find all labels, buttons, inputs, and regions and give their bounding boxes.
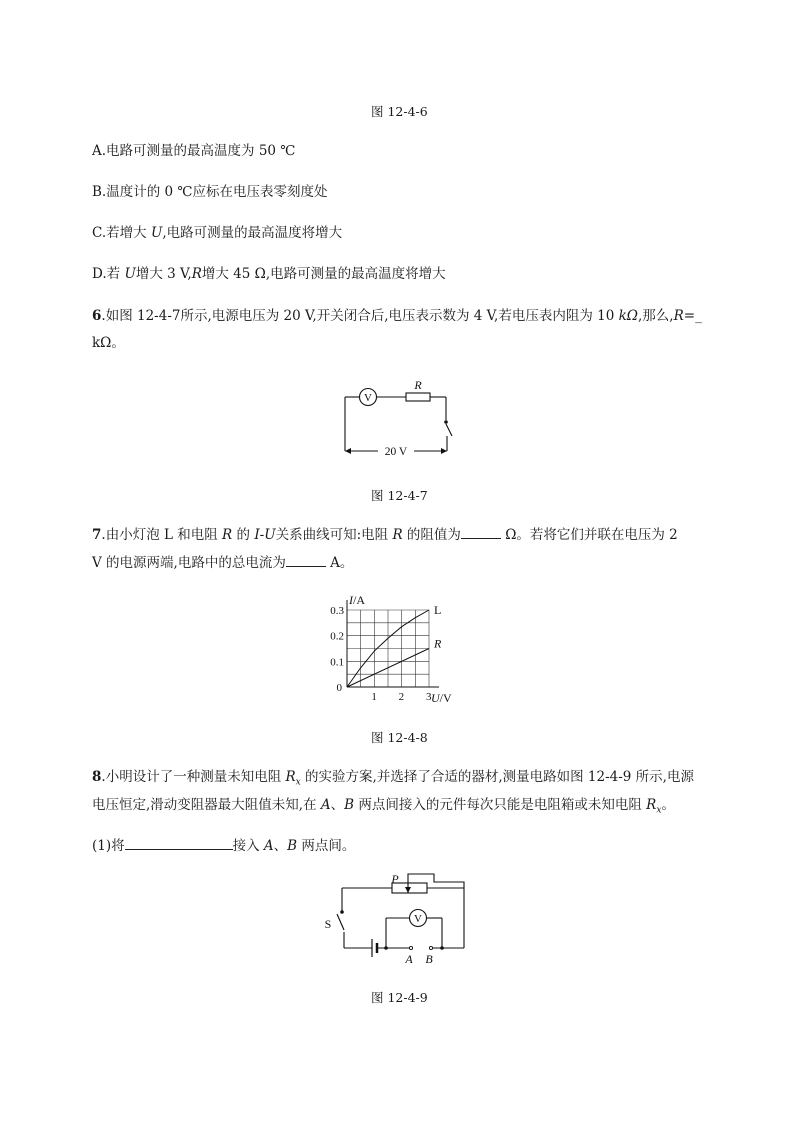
slider-label: P [391, 872, 399, 886]
switch-contact [340, 910, 344, 914]
option-c-text-end: ,电路可测量的最高温度将增大 [162, 225, 343, 241]
option-d-text-end: 增大 45 Ω,电路可测量的最高温度将增大 [201, 266, 446, 282]
question-8-text-2-mid: 两点间接入的元件每次只能是电阻箱或未知电阻 [354, 797, 647, 813]
question-7-line-1 [92, 524, 678, 545]
question-8-line-2 [92, 795, 675, 821]
question-6-var-r: R [673, 308, 684, 324]
question-7-text-c: 的阻值为 [402, 527, 461, 543]
question-6-unit-omega: Ω [626, 308, 638, 324]
option-c [92, 223, 342, 243]
question-7-var-r: R [222, 527, 233, 543]
origin-label: 0 [336, 682, 342, 694]
point-b-label: B [425, 952, 433, 966]
arrow-left [345, 448, 351, 454]
series-label-L: L [434, 603, 442, 617]
question-6-line-2: kΩ。 [92, 335, 125, 351]
slider-arrow [405, 887, 411, 893]
question-6-unit-k: k [618, 308, 627, 324]
question-8-sub-1-point-b: B [287, 838, 298, 854]
point-a-label: A [405, 952, 413, 966]
iu-chart [325, 585, 475, 710]
question-8-sub-1 [92, 835, 355, 856]
figure-caption-12-4-6: 图 12-4-6 [371, 104, 428, 119]
source-voltage-label: 20 V [384, 446, 408, 456]
option-c-text: C.若增大 [92, 225, 151, 241]
question-7-text-b: 关系曲线可知:电阻 [275, 527, 393, 543]
question-6-text-end: =_ [683, 308, 702, 324]
switch-lever [446, 424, 452, 436]
question-8-sub-1-point-a: A [263, 838, 274, 854]
option-d-text: D.若 [92, 266, 125, 282]
junction-left [384, 946, 388, 950]
y-axis-label: I/A [349, 593, 365, 607]
circuit-diagram-12-4-9 [322, 868, 472, 968]
question-8-sep: 、 [330, 797, 345, 813]
figure-caption-12-4-8: 图 12-4-8 [371, 730, 428, 745]
voltmeter-label: V [364, 392, 372, 404]
question-7-var-r2: R [392, 527, 403, 543]
question-8-sub-1-sep: 、 [273, 838, 288, 854]
option-a: A.电路可测量的最高温度为 50 ℃ [92, 143, 296, 159]
y-tick-label: 0.3 [330, 605, 344, 617]
question-8-text-2: 电压恒定,滑动变阻器最大阻值未知,在 [92, 797, 321, 813]
terminal-b [429, 946, 432, 949]
question-8-number: 8 [92, 769, 102, 785]
question-8-var-rx-sub: x [295, 777, 301, 788]
x-tick-label: 1 [371, 691, 377, 703]
option-d [92, 264, 446, 284]
question-6-number: 6 [92, 308, 102, 324]
y-tick-label: 0.2 [330, 630, 344, 643]
voltmeter-label: V [414, 913, 422, 925]
x-tick-label: 2 [398, 691, 405, 703]
series-label-R: R [434, 636, 442, 651]
question-8-text-2-end: 。 [661, 797, 675, 813]
option-c-var: U [150, 225, 163, 241]
junction-right [440, 946, 444, 950]
question-7-text-2-end: A。 [325, 555, 354, 571]
arrow-right [441, 448, 447, 454]
option-d-var-r: R [191, 266, 202, 282]
switch-lever [337, 914, 344, 930]
question-7-text-a: 的 [232, 527, 255, 543]
question-6-text-mid: ,那么, [638, 308, 674, 324]
question-8-sub-1-mid: 接入 [232, 838, 264, 854]
question-7-line-2 [92, 552, 353, 573]
option-d-text-mid: 增大 3 V, [135, 266, 192, 282]
question-8-var-rx-2: R [646, 797, 657, 813]
question-6-text: .如图 12-4-7所示,电源电压为 20 V,开关闭合后,电压表示数为 4 V,若电压表内阻为 10 [101, 308, 619, 324]
question-8-var-rx-2-sub: x [656, 805, 662, 816]
answer-blank-resistance[interactable] [461, 524, 501, 539]
answer-blank-current[interactable] [286, 552, 326, 567]
y-tick-label: 0.1 [330, 656, 344, 669]
x-axis-label: U/V [431, 691, 452, 705]
question-8-point-b: B [344, 797, 355, 813]
question-7-number: 7 [92, 527, 102, 543]
resistor-symbol [406, 393, 430, 401]
question-8-text-end: 的实验方案,并选择了合适的器材,测量电路如图 12-4-9 所示,电源 [300, 769, 694, 785]
question-7-text-2: V 的电源两端,电路中的总电流为 [92, 555, 286, 571]
question-8-point-a: A [320, 797, 331, 813]
question-7-text: .由小灯泡 L 和电阻 [101, 527, 223, 543]
figure-caption-12-4-9: 图 12-4-9 [371, 990, 428, 1005]
terminal-a [409, 946, 412, 949]
question-8-line-1 [92, 767, 694, 793]
circuit-diagram-12-4-7 [330, 374, 460, 456]
option-d-var-u: U [124, 266, 136, 282]
switch-label: S [324, 917, 332, 931]
question-7-text-d: Ω。若将它们并联在电压为 2 [500, 527, 678, 543]
switch-contact [444, 420, 448, 424]
question-8-sub-1-end: 两点间。 [297, 838, 356, 854]
x-tick-label: 3 [426, 691, 432, 703]
answer-blank-component[interactable] [125, 835, 233, 850]
question-6-line-1 [92, 306, 702, 326]
question-8-var-rx: R [285, 769, 296, 785]
question-7-var-iu: I-U [254, 527, 276, 543]
figure-caption-12-4-7: 图 12-4-7 [371, 488, 428, 503]
question-8-text: .小明设计了一种测量未知电阻 [101, 769, 286, 785]
resistor-label: R [414, 378, 422, 392]
option-b: B.温度计的 0 ℃应标在电压表零刻度处 [92, 184, 328, 200]
question-8-sub-1-text: (1)将 [92, 838, 125, 854]
